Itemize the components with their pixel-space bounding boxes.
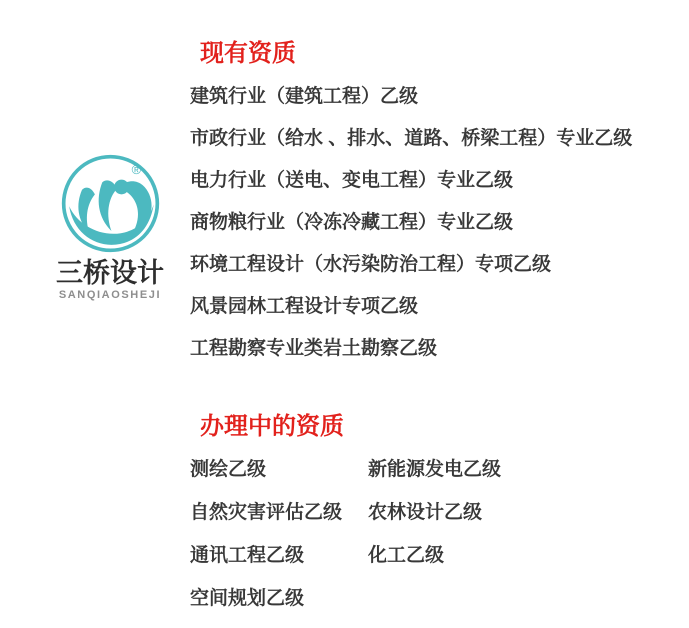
qualification-cell: 化工乙级 — [368, 545, 445, 566]
logo-wave-icon — [60, 153, 161, 254]
existing-qualifications-list — [190, 76, 632, 370]
qualification-cell: 空间规划乙级 — [190, 588, 305, 609]
section-existing-qualifications-heading: 现有资质 — [200, 40, 296, 67]
qualification-item: 风景园林工程设计专项乙级 — [190, 296, 419, 317]
qualification-item: 商物粮行业（冷冻冷藏工程）专业乙级 — [190, 212, 514, 233]
qualification-cell: 通讯工程乙级 — [190, 545, 305, 566]
registered-trademark-icon: ® — [131, 162, 141, 178]
qualification-item: 环境工程设计（水污染防治工程）专项乙级 — [190, 254, 552, 275]
qualification-cell: 自然灾害评估乙级 — [190, 502, 343, 523]
qualification-item: 工程勘察专业类岩土勘察乙级 — [190, 338, 438, 359]
qualification-cell: 新能源发电乙级 — [368, 459, 502, 480]
company-name: 三桥设计 — [56, 258, 164, 288]
qualification-item: 市政行业（给水 、排水、道路、桥梁工程）专业乙级 — [190, 128, 633, 149]
company-name-latin: SANQIAOSHEJI — [58, 289, 162, 302]
company-logo — [55, 153, 165, 301]
pending-qualifications-grid — [190, 448, 501, 620]
qualification-cell: 测绘乙级 — [190, 459, 267, 480]
qualification-item: 电力行业（送电、变电工程）专业乙级 — [190, 170, 514, 191]
section-pending-qualifications-heading: 办理中的资质 — [200, 413, 344, 440]
qualification-cell: 农林设计乙级 — [368, 502, 483, 523]
qualification-item: 建筑行业（建筑工程）乙级 — [190, 86, 419, 107]
qualification-cell — [368, 577, 501, 620]
